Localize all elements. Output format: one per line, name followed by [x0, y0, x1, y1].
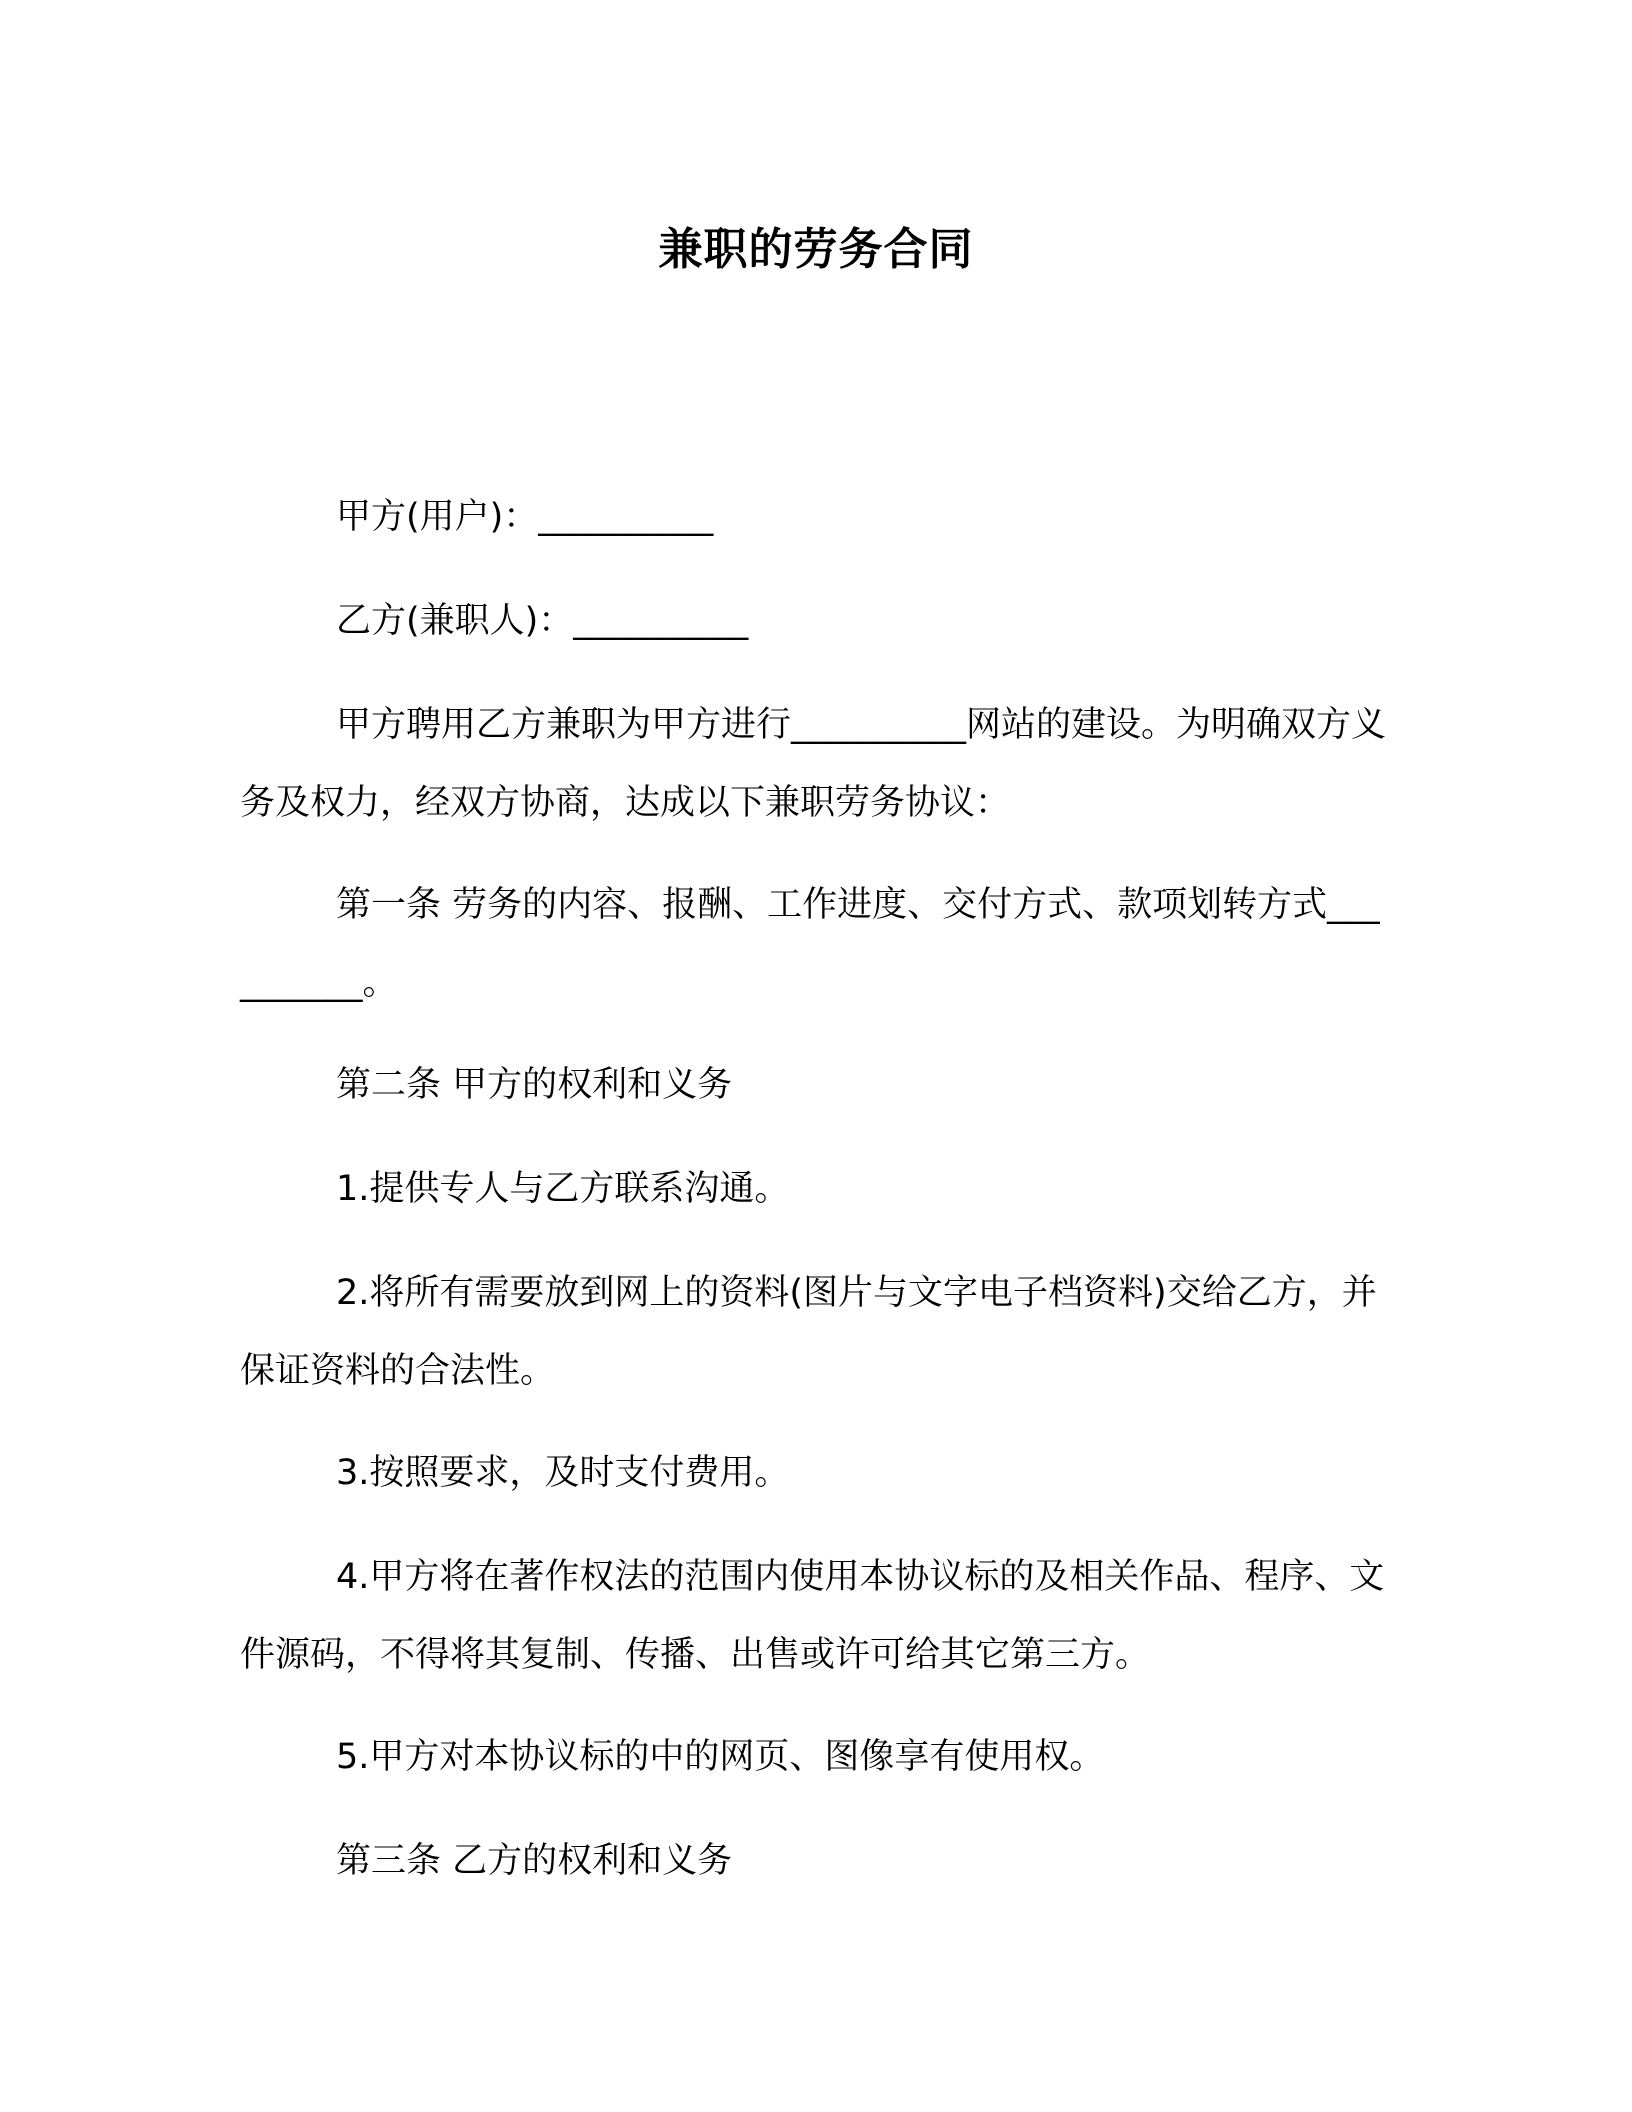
document-title: 兼职的劳务合同 [658, 224, 974, 275]
article-2-heading: 第二条 甲方的权利和义务 [336, 1065, 733, 1105]
article-2-item-5: 5.甲方对本协议标的中的网页、图像享有使用权。 [336, 1737, 1105, 1777]
article-2-item-3: 3.按照要求，及时支付费用。 [336, 1453, 790, 1493]
article-1-paragraph: 第一条 劳务的内容、报酬、工作进度、交付方式、款项划转方式__________。 [240, 885, 1380, 1003]
article-2-item-2: 2.将所有需要放到网上的资料(图片与文字电子档资料)交给乙方，并保证资料的合法性。 [240, 1273, 1377, 1391]
article-3-heading: 第三条 乙方的权利和义务 [336, 1841, 733, 1881]
party-b-line: 乙方(兼职人)：__________ [336, 601, 749, 641]
preamble-paragraph: 甲方聘用乙方兼职为甲方进行__________网站的建设。为明确双方义务及权力，经双方协商，达成以下兼职劳务协议： [240, 705, 1387, 823]
party-a-line: 甲方(用户)：__________ [336, 497, 714, 537]
article-2-item-1: 1.提供专人与乙方联系沟通。 [336, 1169, 790, 1209]
article-2-item-4: 4.甲方将在著作权法的范围内使用本协议标的及相关作品、程序、文件源码，不得将其复制、传播、出售或许可给其它第三方。 [240, 1557, 1385, 1675]
